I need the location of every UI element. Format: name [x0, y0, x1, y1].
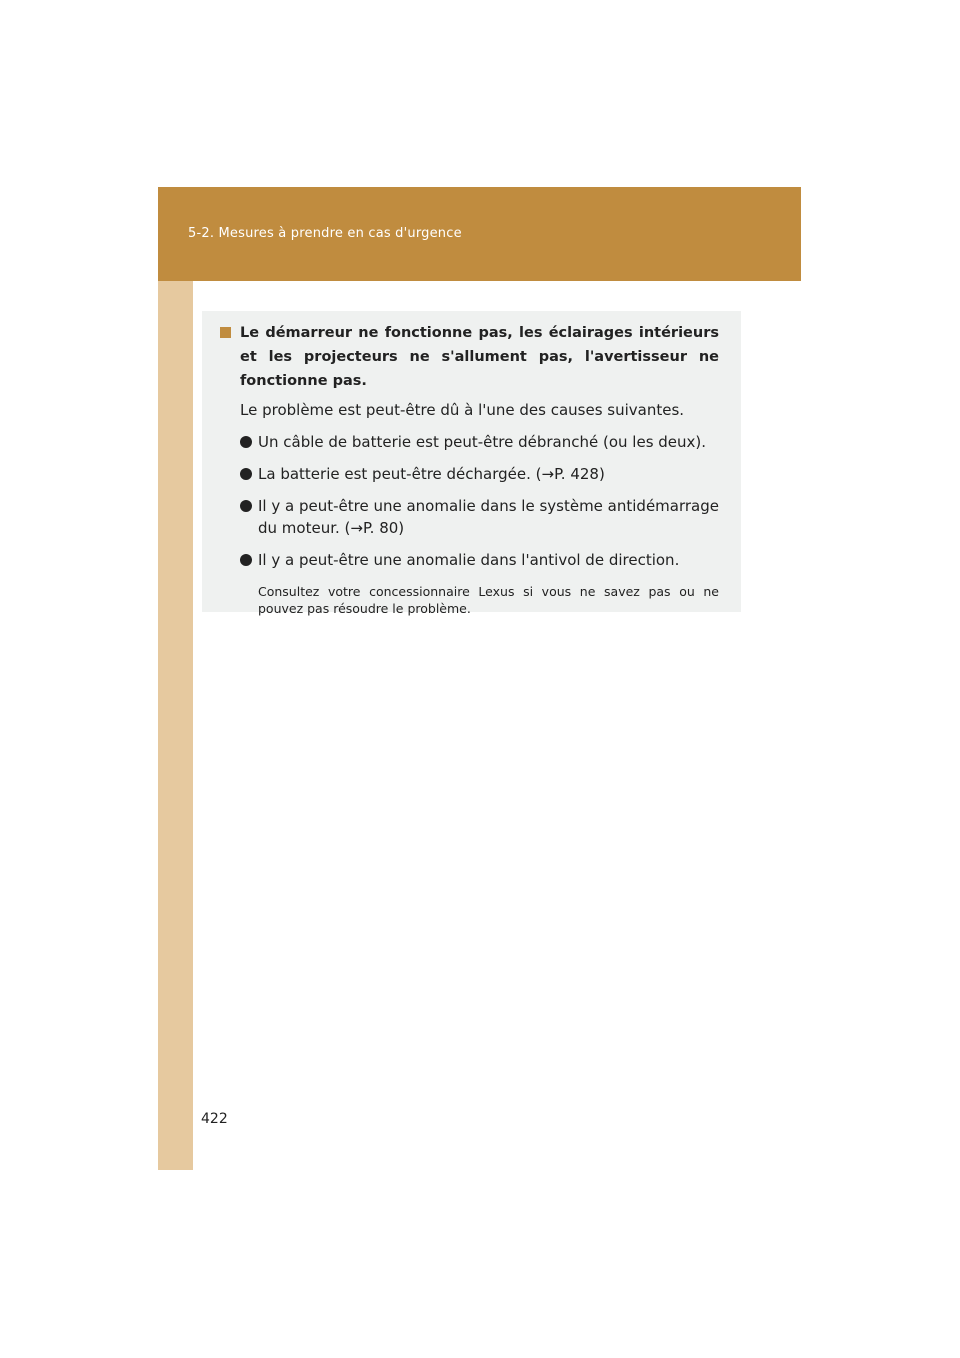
- info-box: [202, 311, 741, 616]
- bullet-icon: [240, 500, 252, 512]
- list-item: [240, 495, 719, 539]
- bullet-icon: [240, 468, 252, 480]
- list-item: [240, 549, 719, 571]
- list-item: [240, 463, 719, 485]
- list-item-text: Un câble de batterie est peut-être débranché (ou les deux).: [258, 433, 707, 451]
- info-heading: [220, 321, 719, 393]
- section-header-band: [158, 187, 801, 281]
- page-number: 422: [201, 1111, 228, 1127]
- section-title: 5-2. Mesures à prendre en cas d'urgence: [188, 226, 462, 241]
- list-item-text: Il y a peut-être une anomalie dans le système antidémarrage du moteur. (→P. 80): [258, 497, 719, 537]
- side-strip: [158, 281, 193, 1170]
- square-icon: [220, 327, 231, 338]
- list-item-text: Il y a peut-être une anomalie dans l'antivol de direction.: [258, 551, 680, 569]
- bullet-icon: [240, 554, 252, 566]
- note-text: Consultez votre concessionnaire Lexus si vous ne savez pas ou ne pouvez pas résoudre le problème.: [258, 584, 719, 616]
- list-item: [240, 431, 719, 453]
- intro-text: Le problème est peut-être dû à l'une des causes suivantes.: [240, 401, 685, 419]
- bullet-icon: [240, 436, 252, 448]
- list-item-text: La batterie est peut-être déchargée. (→P. 428): [258, 465, 605, 483]
- info-heading-text: Le démarreur ne fonctionne pas, les éclairages intérieurs et les projecteurs ne s'allument pas, l'avertisseur ne fonctionne pas.: [240, 325, 719, 389]
